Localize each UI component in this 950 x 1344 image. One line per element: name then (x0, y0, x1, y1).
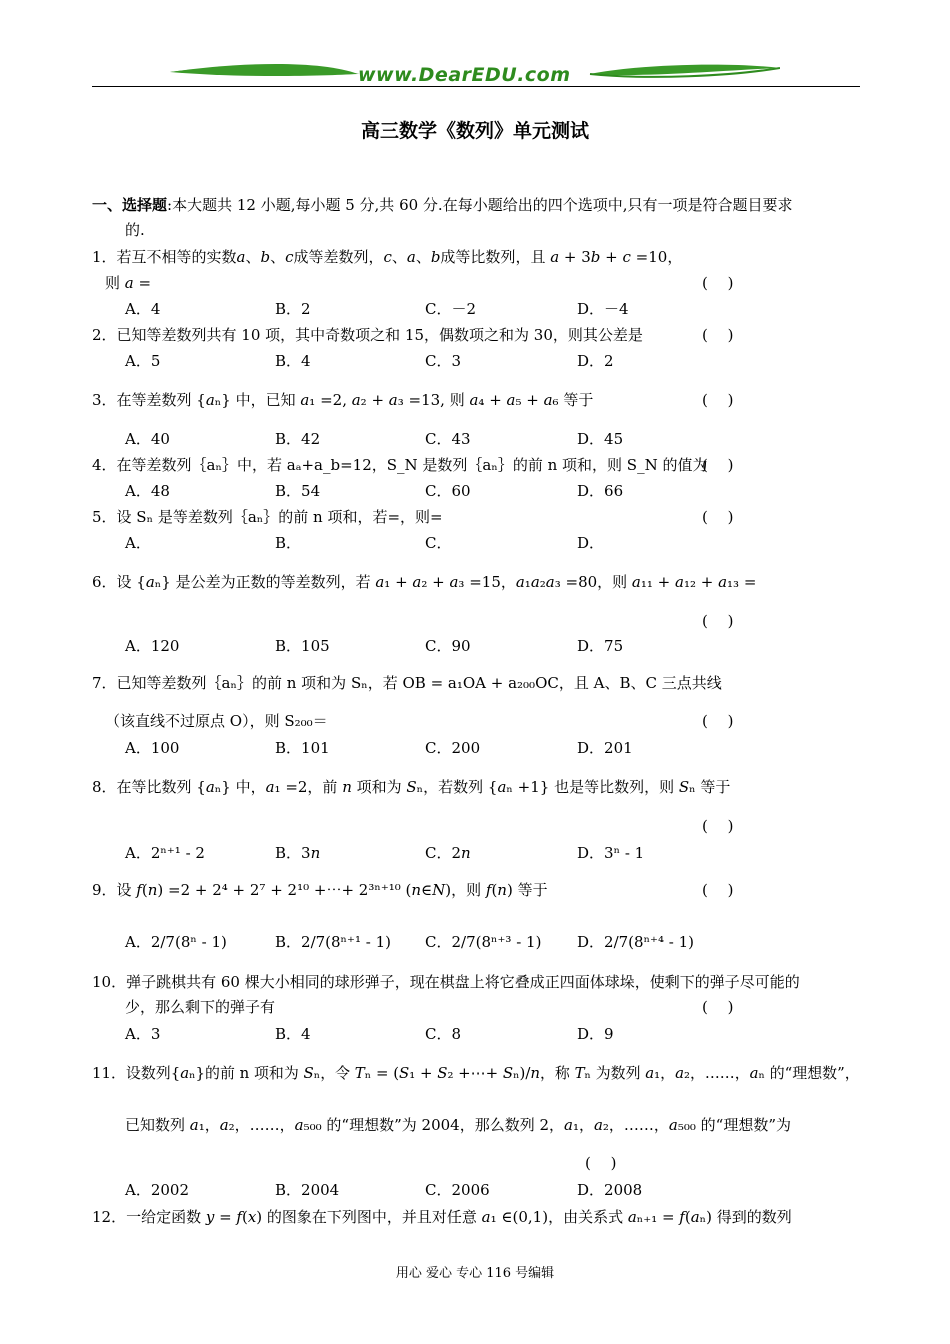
option-b: B．3𝑛 (275, 844, 321, 862)
option-c: C．200 (425, 739, 481, 757)
option-b: B．2 (275, 300, 311, 318)
option-a: A．3 (125, 1025, 161, 1043)
question-10-text: 10．弹子跳棋共有 60 棵大小相同的球形弹子，现在棋盘上将它叠成正四面体球垛，使剩下的弹子尽可能的 (92, 973, 800, 991)
option-b: B．54 (275, 482, 321, 500)
option-d: D．75 (577, 637, 624, 655)
answer-paren: ( ) (702, 612, 734, 630)
site-logo-text: www.DearEDU.com (358, 64, 571, 86)
question-5-text: 5．设 Sₙ 是等差数列｛aₙ｝的前 n 项和，若=，则= (92, 508, 443, 526)
option-c: C．43 (425, 430, 471, 448)
answer-paren: ( ) (585, 1154, 617, 1172)
question-3-text: 3．在等差数列 {𝑎ₙ} 中，已知 𝑎₁ =2, 𝑎₂ + 𝑎₃ =13, 则 𝑎₄ + 𝑎₅ + 𝑎₆ 等于 (92, 391, 594, 409)
option-b: B．2/7(8ⁿ⁺¹ - 1) (275, 933, 391, 951)
option-c: C．90 (425, 637, 471, 655)
section-heading: 一、选择题 (92, 196, 168, 214)
question-8-text: 8．在等比数列 {𝑎ₙ} 中，𝑎₁ =2，前 𝑛 项和为 𝑆ₙ，若数列 {𝑎ₙ +1} 也是等比数列，则 𝑆ₙ 等于 (92, 778, 731, 796)
option-a: A．5 (125, 352, 161, 370)
option-a: A．2/7(8ⁿ - 1) (125, 933, 227, 951)
option-d: D．－4 (577, 300, 629, 318)
page-title: 高三数学《数列》单元测试 (360, 120, 589, 142)
section-desc-line1: :本大题共 12 小题,每小题 5 分,共 60 分.在每小题给出的四个选项中,只有一项是符合题目要求 (167, 196, 793, 214)
option-d: D．66 (577, 482, 624, 500)
option-c: C．－2 (425, 300, 477, 318)
page-footer: 用心 爱心 专心 116 号编辑 (395, 1266, 555, 1281)
question-11-text-2: 已知数列 𝑎₁，𝑎₂，……，𝑎₅₀₀ 的“理想数”为 2004，那么数列 2，𝑎₁，𝑎₂，……，𝑎₅₀₀ 的“理想数”为 (125, 1116, 792, 1134)
answer-paren: ( ) (702, 274, 734, 292)
option-c: C．2006 (425, 1181, 490, 1199)
option-b: B．4 (275, 352, 311, 370)
option-b: B．101 (275, 739, 330, 757)
option-d: D．45 (577, 430, 624, 448)
option-a: A．48 (125, 482, 170, 500)
option-b: B．105 (275, 637, 330, 655)
question-7-text-2: （该直线不过原点 O），则 S₂₀₀＝ (105, 712, 328, 730)
question-6-text: 6．设 {𝑎ₙ} 是公差为正数的等差数列，若 𝑎₁ + 𝑎₂ + 𝑎₃ =15，𝑎₁𝑎₂𝑎₃ =80，则 𝑎₁₁ + 𝑎₁₂ + 𝑎₁₃ = (92, 573, 757, 591)
question-1-text: 1．若互不相等的实数𝑎、𝑏、𝑐成等差数列，𝑐、𝑎、𝑏成等比数列，且 𝑎 + 3𝑏 + 𝑐 =10， (92, 248, 683, 266)
option-c: C．8 (425, 1025, 462, 1043)
option-c: C．2𝑛 (425, 844, 471, 862)
section-intro (92, 194, 792, 215)
option-d: D． (577, 534, 605, 552)
question-9-text: 9．设 𝑓(𝑛) =2 + 2⁴ + 2⁷ + 2¹⁰ +⋯+ 2³ⁿ⁺¹⁰ (𝑛∈𝑁)，则 𝑓(𝑛) 等于 (92, 881, 548, 899)
option-d: D．2 (577, 352, 614, 370)
option-a: A．2ⁿ⁺¹ - 2 (125, 844, 205, 862)
option-a: A．100 (125, 739, 180, 757)
option-a: A．40 (125, 430, 170, 448)
option-c: C．60 (425, 482, 471, 500)
answer-paren: ( ) (702, 817, 734, 835)
question-1-text-2: 则 𝑎 = (105, 274, 152, 292)
option-d: D．201 (577, 739, 633, 757)
question-7-text: 7．已知等差数列｛aₙ｝的前 n 项和为 Sₙ，若 OB = a₁OA + a₂₀₀OC，且 A、B、C 三点共线 (92, 674, 722, 692)
question-11-text: 11．设数列{𝑎ₙ}的前 n 项和为 𝑆ₙ，令 𝑇ₙ = (𝑆₁ + 𝑆₂ +⋯+ 𝑆ₙ)/𝑛，称 𝑇ₙ 为数列 𝑎₁，𝑎₂，……，𝑎ₙ 的“理想数”， (92, 1064, 860, 1082)
option-c: C．3 (425, 352, 462, 370)
option-c: C． (425, 534, 452, 552)
option-a: A．2002 (125, 1181, 190, 1199)
option-a: A．4 (125, 300, 161, 318)
option-b: B．2004 (275, 1181, 340, 1199)
answer-paren: ( ) (702, 391, 734, 409)
header-rule (92, 86, 860, 87)
answer-paren: ( ) (702, 998, 734, 1016)
option-a: A． (125, 534, 151, 552)
section-desc-line2: 的. (125, 221, 145, 239)
answer-paren: ( ) (702, 326, 734, 344)
question-12-text: 12．一给定函数 𝑦 = 𝑓(𝑥) 的图象在下列图中，并且对任意 𝑎₁ ∈(0,1)，由关系式 𝑎ₙ₊₁ = 𝑓(𝑎ₙ) 得到的数列 (92, 1208, 792, 1226)
option-b: B．42 (275, 430, 321, 448)
option-b: B． (275, 534, 302, 552)
answer-paren: ( ) (702, 881, 734, 899)
question-2-text: 2．已知等差数列共有 10 项，其中奇数项之和 15，偶数项之和为 30，则其公差是 (92, 326, 643, 344)
answer-paren: ( ) (702, 712, 734, 730)
option-c: C．2/7(8ⁿ⁺³ - 1) (425, 933, 542, 951)
option-d: D．9 (577, 1025, 614, 1043)
option-b: B．4 (275, 1025, 311, 1043)
option-d: D．2008 (577, 1181, 643, 1199)
option-a: A．120 (125, 637, 180, 655)
answer-paren: ( ) (702, 508, 734, 526)
option-d: D．3ⁿ - 1 (577, 844, 645, 862)
question-4-text: 4．在等差数列｛aₙ｝中，若 aₐ+a_b=12，S_N 是数列｛aₙ｝的前 n 项和，则 S_N 的值为 (92, 456, 708, 474)
answer-paren: ( ) (702, 456, 734, 474)
question-10-text-2: 少，那么剩下的弹子有 (125, 998, 276, 1016)
option-d: D．2/7(8ⁿ⁺⁴ - 1) (577, 933, 694, 951)
